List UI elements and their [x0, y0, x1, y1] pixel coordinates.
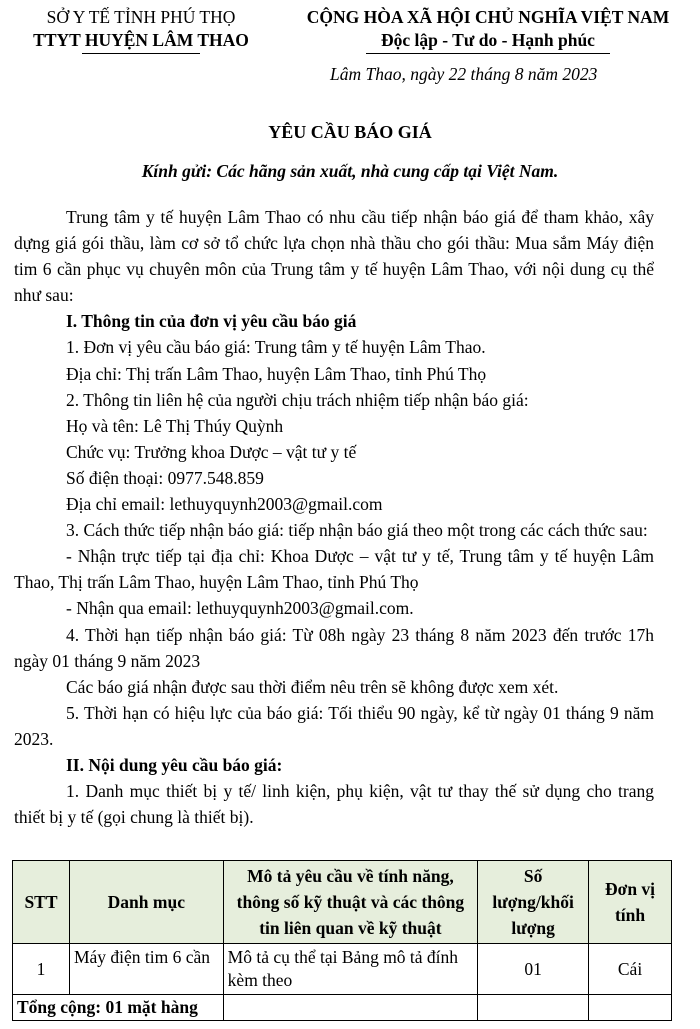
total-label: Tổng cộng: 01 mặt hàng — [13, 995, 224, 1021]
document-title: YÊU CẦU BÁO GIÁ — [268, 122, 432, 142]
contact-email: Địa chỉ email: lethuyquynh2003@gmail.com — [66, 494, 383, 515]
section1-item4: 4. Thời hạn tiếp nhận báo giá: Từ 08h ngày 23 tháng 8 năm 2023 đến trước 17h ngày 01 tháng 9 năm 2023 — [14, 624, 654, 671]
section1-heading: I. Thông tin của đơn vị yêu cầu báo giá — [66, 311, 357, 332]
total-empty-cell-desc — [223, 995, 477, 1021]
department-name: SỞ Y TẾ TỈNH PHÚ THỌ — [46, 7, 236, 27]
issuer-block — [12, 6, 270, 54]
section1-item2: 2. Thông tin liên hệ của người chịu trách nhiệm tiếp nhận báo giá: — [66, 389, 529, 410]
receive-email: - Nhận qua email: lethuyquynh2003@gmail.com. — [66, 598, 414, 619]
col-header-item: Danh mục — [69, 861, 223, 944]
cell-unit: Cái — [589, 944, 672, 995]
col-header-stt: STT — [13, 861, 70, 944]
motto-underline — [366, 53, 610, 54]
deadline-note: Các báo giá nhận được sau thời điểm nêu trên sẽ không được xem xét. — [66, 676, 559, 697]
contact-name: Họ và tên: Lê Thị Thúy Quỳnh — [66, 415, 284, 436]
document-date: Lâm Thao, ngày 22 tháng 8 năm 2023 — [330, 64, 598, 84]
cell-item-name: Máy điện tim 6 cần — [69, 944, 223, 995]
national-motto: Độc lập - Tư do - Hạnh phúc — [381, 30, 595, 50]
intro-paragraph: Trung tâm y tế huyện Lâm Thao có nhu cầu tiếp nhận báo giá để tham khảo, xây dựng giá gói thầu, làm cơ sở tổ chức lựa chọn nhà thầu cho gói thầu: Mua sắm Máy điện tim 6 cần phục vụ chuyên môn của Trung tâm y tế huyện Lâm Thao, với nội dung cụ thể như sau: — [14, 207, 654, 306]
greeting: Kính gửi: Các hãng sản xuất, nhà cung cấp tại Việt Nam. — [141, 161, 559, 181]
section2-heading: II. Nội dung yêu cầu báo giá: — [66, 754, 283, 775]
document-body — [14, 204, 654, 830]
table-row — [13, 944, 672, 995]
col-header-unit: Đơn vị tính — [589, 861, 672, 944]
cell-quantity: 01 — [478, 944, 589, 995]
agency-name: TTYT HUYỆN LÂM THAO — [33, 30, 249, 50]
contact-phone: Số điện thoại: 0977.548.859 — [66, 467, 264, 488]
col-header-quantity: Số lượng/khối lượng — [478, 861, 589, 944]
col-header-description: Mô tả yêu cầu về tính năng, thông số kỹ thuật và các thông tin liên quan về kỹ thuật — [223, 861, 477, 944]
section1-item3: 3. Cách thức tiếp nhận báo giá: tiếp nhận báo giá theo một trong các cách thức sau: — [66, 520, 648, 541]
equipment-table — [12, 860, 672, 1021]
total-empty-cell-qty — [478, 995, 589, 1021]
table-header-row — [13, 861, 672, 944]
receive-direct: - Nhận trực tiếp tại địa chỉ: Khoa Dược – vật tư y tế, Trung tâm y tế huyện Lâm Thao, Thị trấn Lâm Thao, huyện Lâm Thao, tỉnh Phú Thọ — [14, 546, 654, 593]
cell-description: Mô tả cụ thể tại Bảng mô tả đính kèm theo — [223, 944, 477, 995]
section1-item1: 1. Đơn vị yêu cầu báo giá: Trung tâm y tế huyện Lâm Thao. — [66, 337, 486, 358]
section2-item1: 1. Danh mục thiết bị y tế/ linh kiện, phụ kiện, vật tư thay thế sử dụng cho trang thiết bị y tế (gọi chung là thiết bị). — [14, 781, 654, 828]
total-empty-cell-unit — [589, 995, 672, 1021]
table-total-row — [13, 995, 672, 1021]
agency-underline — [82, 53, 200, 54]
national-title: CỘNG HÒA XÃ HỘI CHỦ NGHĨA VIỆT NAM — [306, 7, 670, 27]
section1-item5: 5. Thời hạn có hiệu lực của báo giá: Tối thiểu 90 ngày, kể từ ngày 01 tháng 9 năm 2023. — [14, 702, 654, 749]
cell-stt: 1 — [13, 944, 70, 995]
unit-address: Địa chỉ: Thị trấn Lâm Thao, huyện Lâm Thao, tỉnh Phú Thọ — [66, 363, 487, 384]
national-motto-block — [282, 6, 694, 54]
contact-position: Chức vụ: Trưởng khoa Dược – vật tư y tế — [66, 441, 357, 462]
